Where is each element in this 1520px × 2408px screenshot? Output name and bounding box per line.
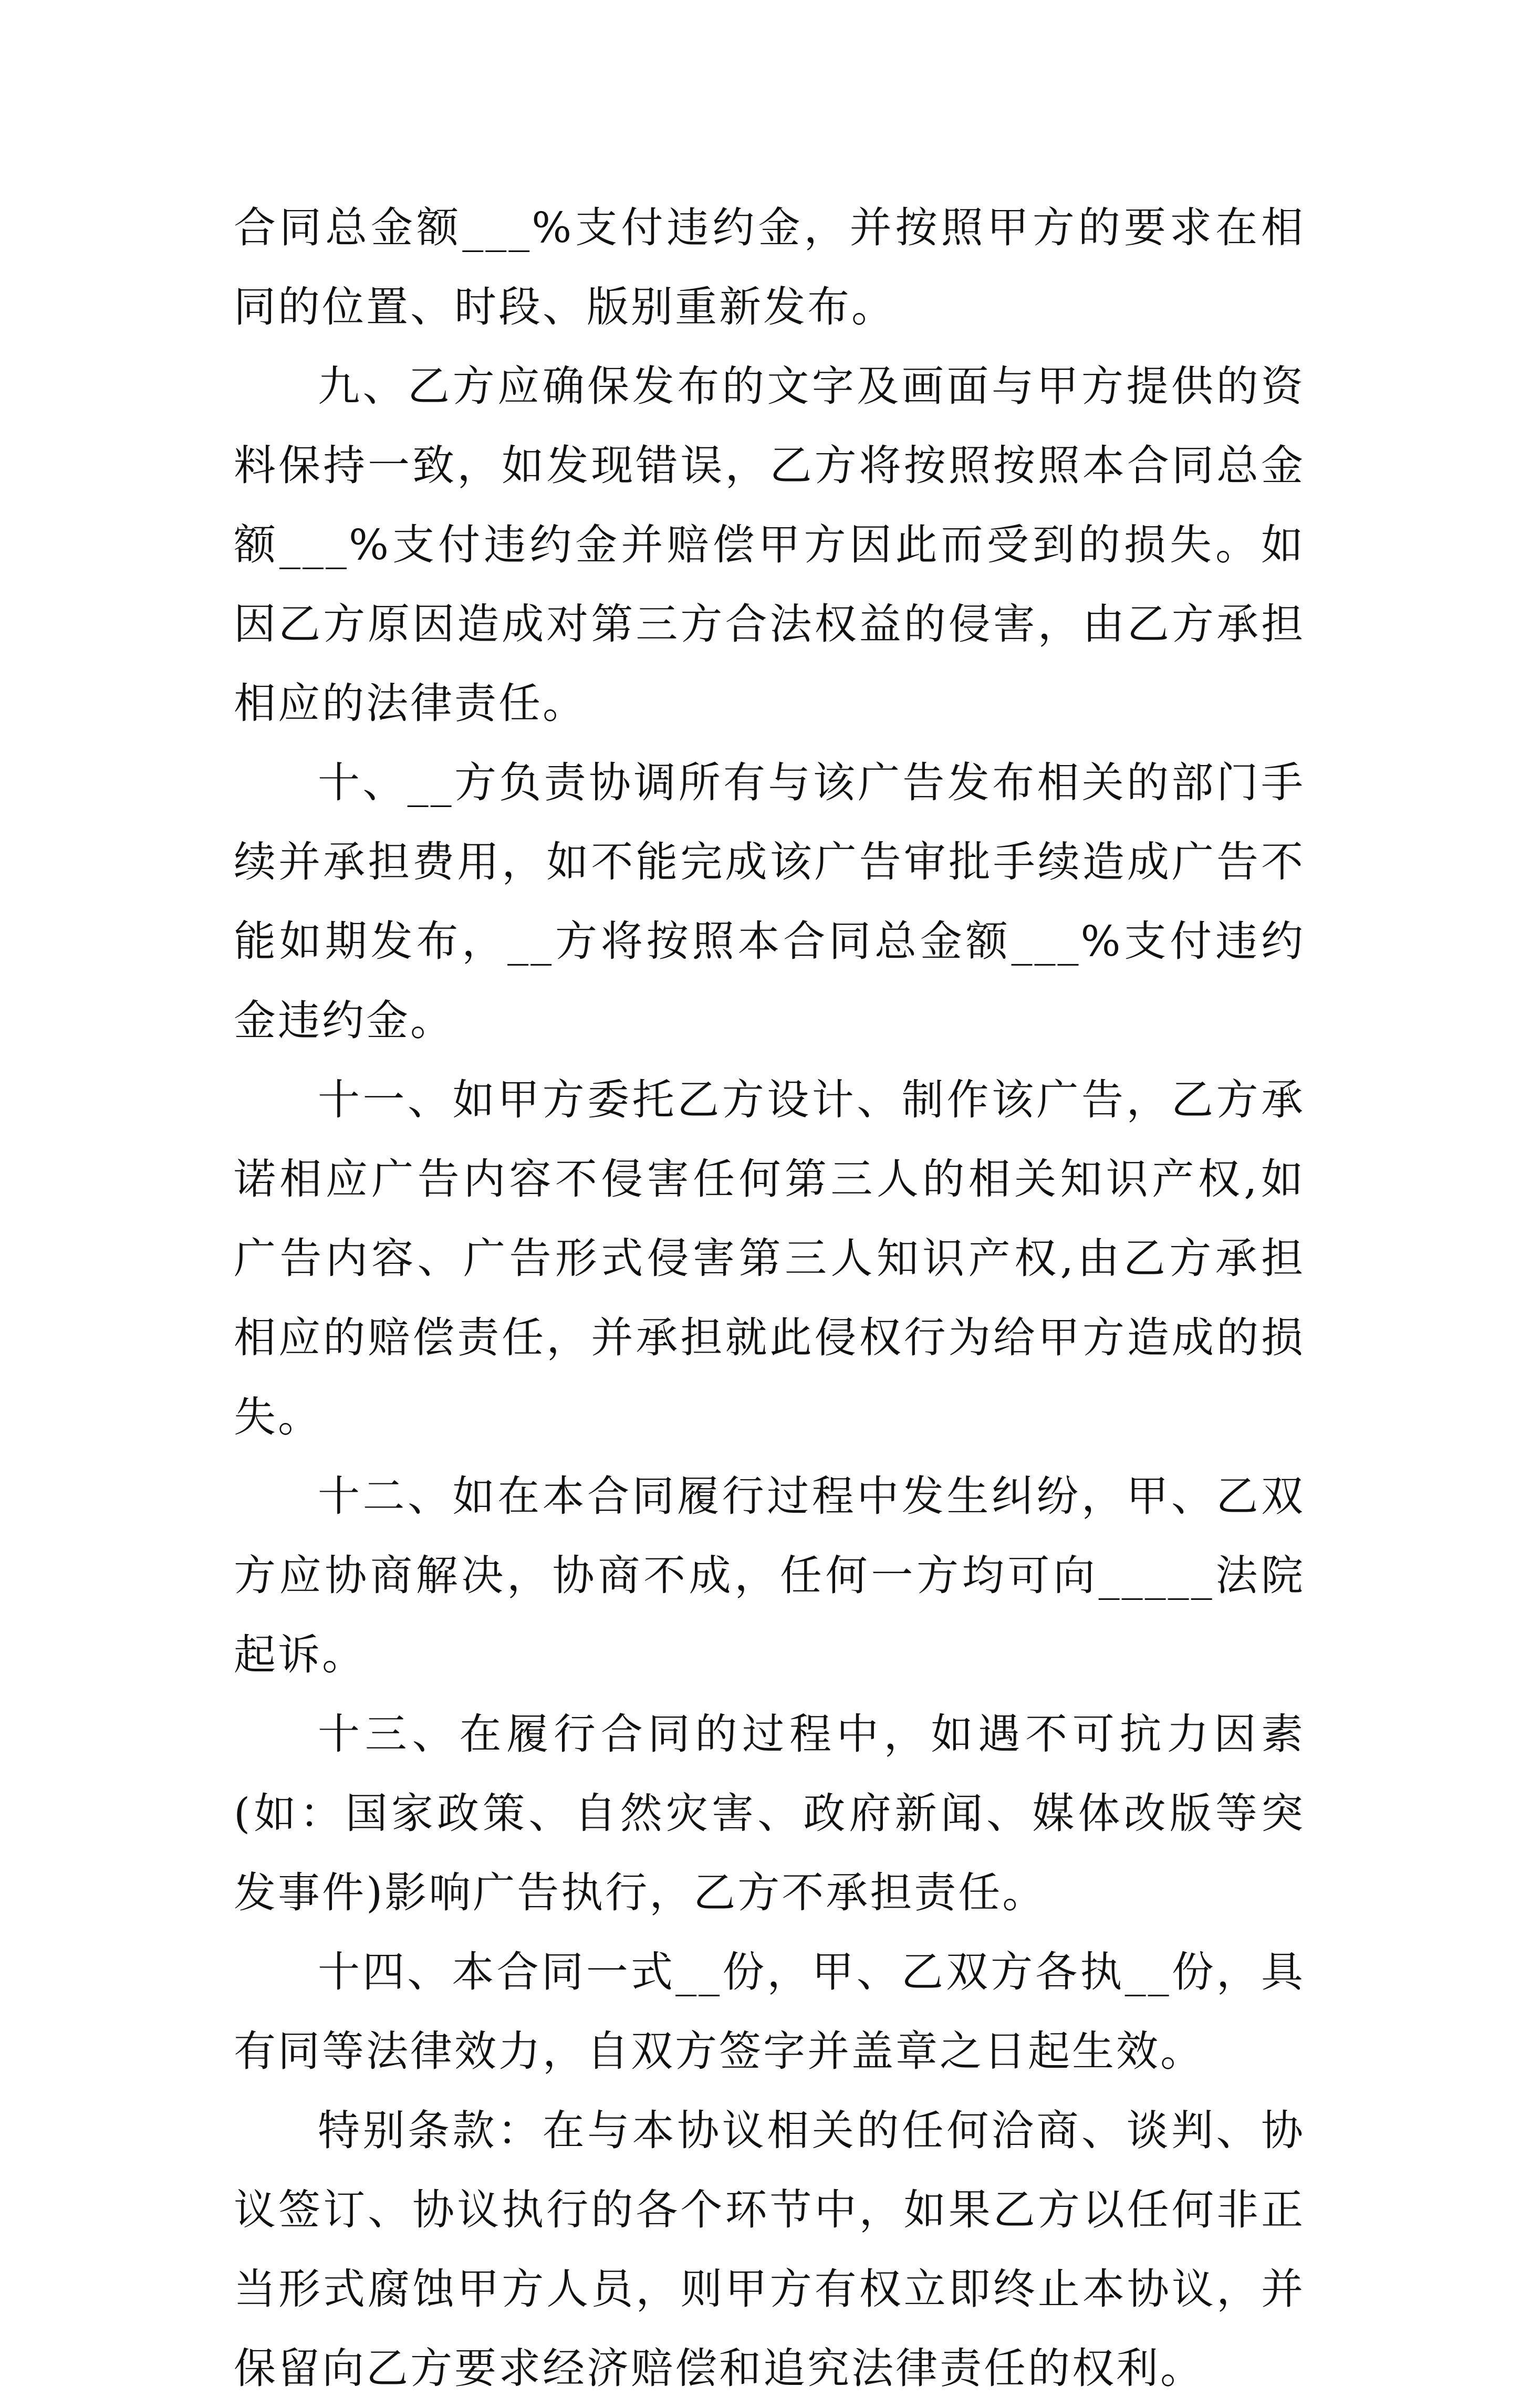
clause-14: 十四、本合同一式__份，甲、乙双方各执__份，具有同等法律效力，自双方签字并盖章之日起生效。 — [234, 1948, 1305, 2076]
clause-13: 十三、在履行合同的过程中，如遇不可抗力因素(如：国家政策、自然灾害、政府新闻、媒体改版等突发事件)影响广告执行，乙方不承担责任。 — [234, 1710, 1305, 1917]
clause-9: 九、乙方应确保发布的文字及画面与甲方提供的资料保持一致，如发现错误，乙方将按照按照本合同总金额___%支付违约金并赔偿甲方因此而受到的损失。如因乙方原因造成对第三方合法权益的侵害，由乙方承担相应的法律责任。 — [234, 362, 1305, 728]
paragraph-continuation: 合同总金额___%支付违约金，并按照甲方的要求在相同的位置、时段、版别重新发布。 — [234, 203, 1305, 331]
clause-12: 十二、如在本合同履行过程中发生纠纷，甲、乙双方应协商解决，协商不成，任何一方均可向_____法院起诉。 — [234, 1472, 1305, 1679]
document-body — [234, 188, 1305, 2408]
clause-11: 十一、如甲方委托乙方设计、制作该广告，乙方承诺相应广告内容不侵害任何第三人的相关知识产权,如广告内容、广告形式侵害第三人知识产权,由乙方承担相应的赔偿责任，并承担就此侵权行为给甲方造成的损失。 — [234, 1075, 1305, 1441]
special-terms: 特别条款：在与本协议相关的任何洽商、谈判、协议签订、协议执行的各个环节中，如果乙方以任何非正当形式腐蚀甲方人员，则甲方有权立即终止本协议，并保留向乙方要求经济赔偿和追究法律责任的权利。 — [234, 2106, 1305, 2393]
clause-10: 十、__方负责协调所有与该广告发布相关的部门手续并承担费用，如不能完成该广告审批手续造成广告不能如期发布，__方将按照本合同总金额___%支付违约金违约金。 — [234, 758, 1305, 1045]
